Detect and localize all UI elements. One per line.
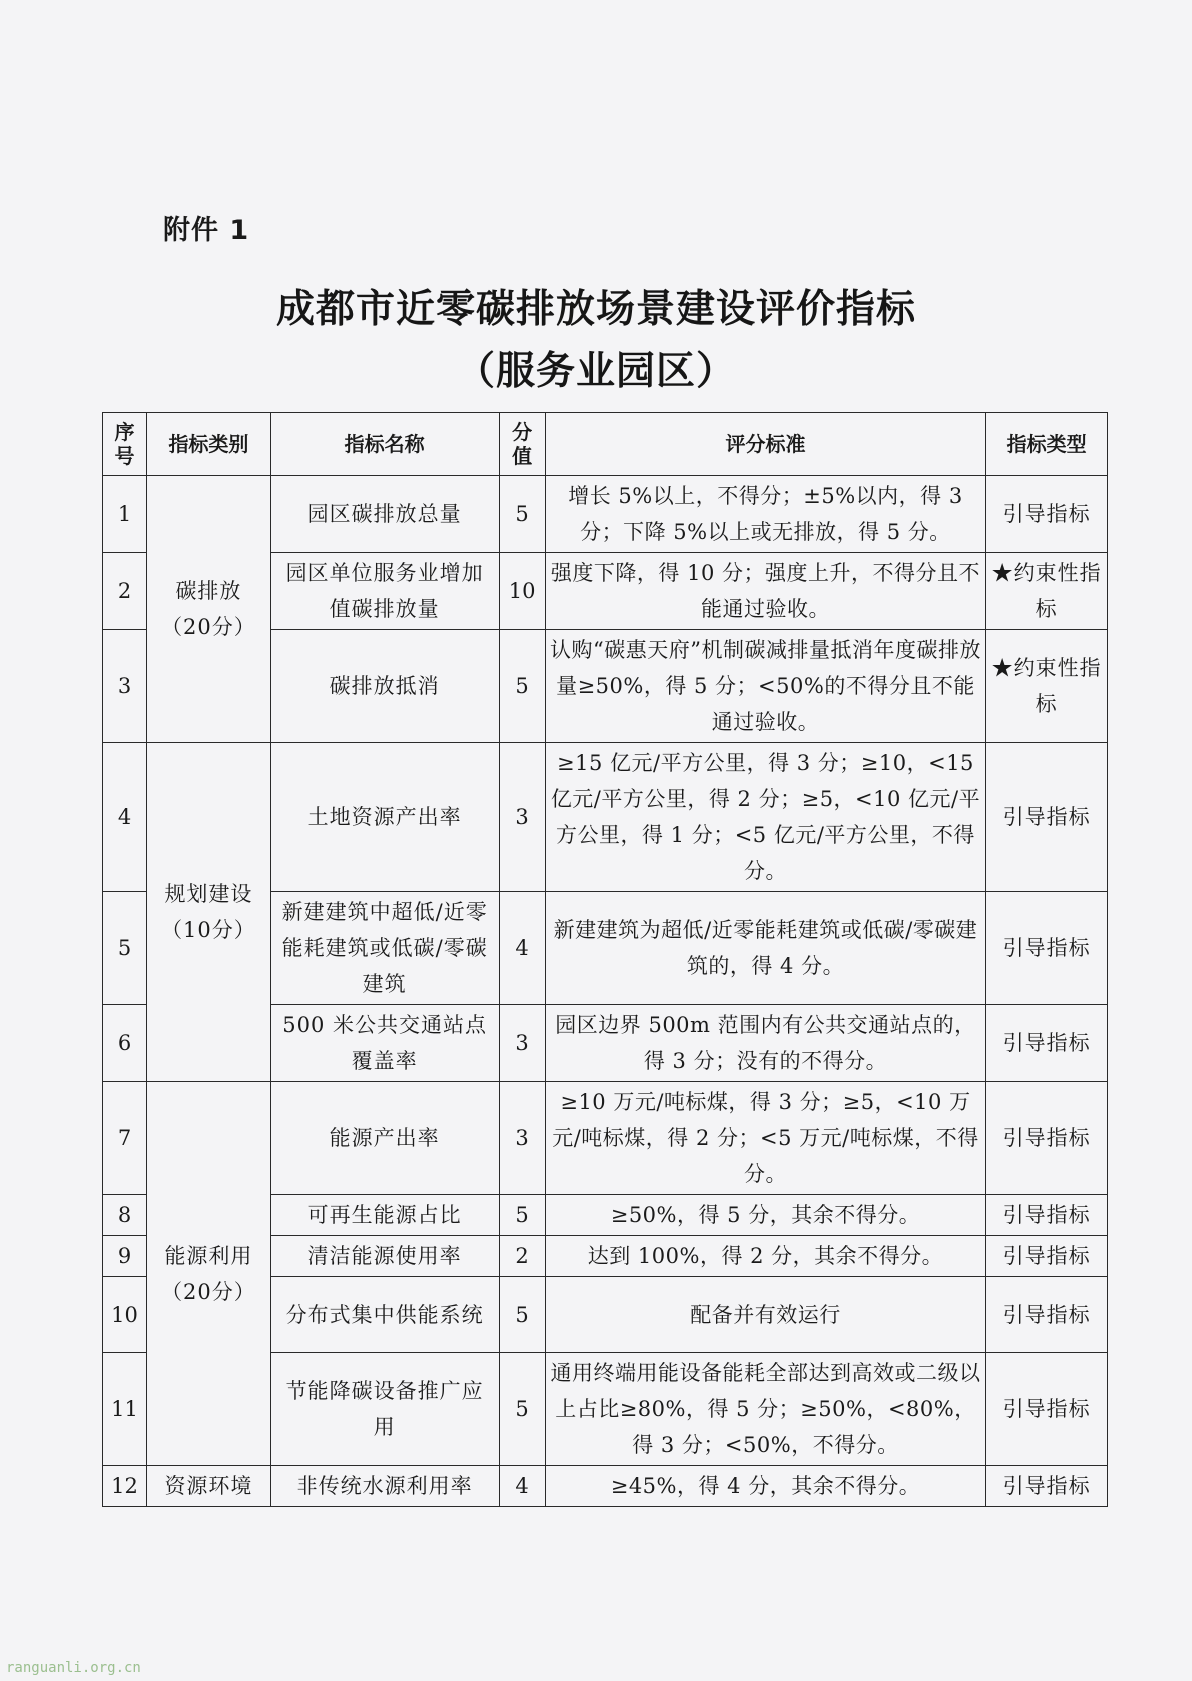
row-score: 5 <box>499 1353 545 1466</box>
row-criteria: 通用终端用能设备能耗全部达到高效或二级以上占比≥80%，得 5 分；≥50%，<80%，得 3 分；<50%，不得分。 <box>545 1353 986 1466</box>
row-criteria: ≥10 万元/吨标煤，得 3 分；≥5，<10 万元/吨标煤，得 2 分；<5 万元/吨标煤，不得分。 <box>545 1082 986 1195</box>
row-seq: 11 <box>103 1353 147 1466</box>
row-score: 5 <box>499 1277 545 1353</box>
row-seq: 3 <box>103 630 147 743</box>
row-type: 引导指标 <box>986 1195 1108 1236</box>
row-type: 引导指标 <box>986 743 1108 892</box>
row-criteria: 新建建筑为超低/近零能耗建筑或低碳/零碳建筑的，得 4 分。 <box>545 892 986 1005</box>
row-name: 园区碳排放总量 <box>270 476 499 553</box>
row-name: 园区单位服务业增加值碳排放量 <box>270 553 499 630</box>
row-name: 碳排放抵消 <box>270 630 499 743</box>
header-type: 指标类型 <box>986 413 1108 476</box>
row-name: 非传统水源利用率 <box>270 1466 499 1507</box>
row-type: 引导指标 <box>986 1236 1108 1277</box>
row-criteria: 达到 100%，得 2 分，其余不得分。 <box>545 1236 986 1277</box>
row-type: ★约束性指标 <box>986 553 1108 630</box>
table-row <box>103 1466 1108 1507</box>
row-seq: 7 <box>103 1082 147 1195</box>
row-seq: 2 <box>103 553 147 630</box>
table-row <box>103 743 1108 892</box>
header-category: 指标类别 <box>147 413 271 476</box>
header-score: 分值 <box>499 413 545 476</box>
row-seq: 8 <box>103 1195 147 1236</box>
table-row <box>103 476 1108 553</box>
row-seq: 4 <box>103 743 147 892</box>
row-name: 500 米公共交通站点覆盖率 <box>270 1005 499 1082</box>
row-name: 能源产出率 <box>270 1082 499 1195</box>
attachment-label: 附件 1 <box>163 215 250 246</box>
row-type: 引导指标 <box>986 1466 1108 1507</box>
row-type: 引导指标 <box>986 892 1108 1005</box>
evaluation-index-table <box>102 412 1108 1507</box>
row-score: 2 <box>499 1236 545 1277</box>
category-cell: 规划建设（10分） <box>147 743 271 1082</box>
header-seq: 序号 <box>103 413 147 476</box>
watermark: ranguanli.org.cn <box>6 1660 141 1676</box>
row-name: 土地资源产出率 <box>270 743 499 892</box>
header-name: 指标名称 <box>270 413 499 476</box>
row-score: 5 <box>499 630 545 743</box>
row-name: 新建建筑中超低/近零能耗建筑或低碳/零碳建筑 <box>270 892 499 1005</box>
row-name: 节能降碳设备推广应用 <box>270 1353 499 1466</box>
row-type: 引导指标 <box>986 1082 1108 1195</box>
row-criteria: ≥50%，得 5 分，其余不得分。 <box>545 1195 986 1236</box>
row-criteria: 配备并有效运行 <box>545 1277 986 1353</box>
row-score: 3 <box>499 1082 545 1195</box>
row-seq: 1 <box>103 476 147 553</box>
row-type: 引导指标 <box>986 1277 1108 1353</box>
row-name: 分布式集中供能系统 <box>270 1277 499 1353</box>
document-title: 成都市近零碳排放场景建设评价指标 <box>275 287 916 332</box>
row-score: 5 <box>499 476 545 553</box>
row-type: 引导指标 <box>986 1005 1108 1082</box>
row-type: 引导指标 <box>986 1353 1108 1466</box>
row-score: 5 <box>499 1195 545 1236</box>
row-name: 清洁能源使用率 <box>270 1236 499 1277</box>
table-row <box>103 1082 1108 1195</box>
row-criteria: ≥15 亿元/平方公里，得 3 分；≥10，<15 亿元/平方公里，得 2 分；≥5，<10 亿元/平方公里，得 1 分；<5 亿元/平方公里，不得分。 <box>545 743 986 892</box>
category-cell: 碳排放（20分） <box>147 476 271 743</box>
row-seq: 5 <box>103 892 147 1005</box>
row-criteria: 强度下降，得 10 分；强度上升，不得分且不能通过验收。 <box>545 553 986 630</box>
row-seq: 6 <box>103 1005 147 1082</box>
row-criteria: ≥45%，得 4 分，其余不得分。 <box>545 1466 986 1507</box>
category-cell: 资源环境 <box>147 1466 271 1507</box>
row-criteria: 增长 5%以上，不得分；±5%以内，得 3 分；下降 5%以上或无排放，得 5 分。 <box>545 476 986 553</box>
header-criteria: 评分标准 <box>545 413 986 476</box>
row-seq: 9 <box>103 1236 147 1277</box>
row-type: 引导指标 <box>986 476 1108 553</box>
row-seq: 10 <box>103 1277 147 1353</box>
row-score: 3 <box>499 743 545 892</box>
row-name: 可再生能源占比 <box>270 1195 499 1236</box>
row-score: 4 <box>499 892 545 1005</box>
row-seq: 12 <box>103 1466 147 1507</box>
row-score: 4 <box>499 1466 545 1507</box>
row-score: 3 <box>499 1005 545 1082</box>
row-criteria: 园区边界 500m 范围内有公共交通站点的，得 3 分；没有的不得分。 <box>545 1005 986 1082</box>
row-criteria: 认购“碳惠天府”机制碳减排量抵消年度碳排放量≥50%，得 5 分；<50%的不得分且不能通过验收。 <box>545 630 986 743</box>
row-type: ★约束性指标 <box>986 630 1108 743</box>
category-cell: 能源利用（20分） <box>147 1082 271 1466</box>
row-score: 10 <box>499 553 545 630</box>
table-header-row <box>103 413 1108 476</box>
document-subtitle: （服务业园区） <box>455 349 736 394</box>
